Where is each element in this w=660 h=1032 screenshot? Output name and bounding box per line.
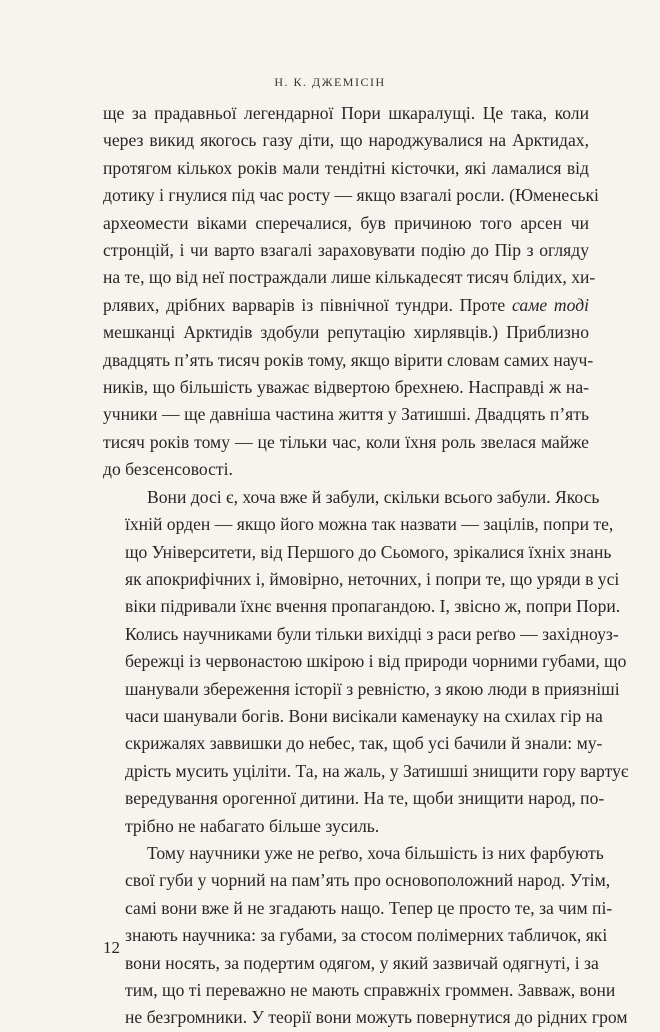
text-line: їхній орден — якщо його можна так назвати — зацілів, попри те, [125,514,614,535]
text-line: дотику і гнулися під час росту — якщо взагалі росли. (Юменеські [103,185,599,206]
text-line: знають научника: за губами, за стосом полімерних табличок, які [125,925,608,946]
text-line: трібно не набагато більше зусиль. [125,815,380,836]
text-line: часи шанували богів. Вони висікали каменауку на схилах гір на [125,705,603,726]
italic-phrase: саме тоді [511,294,589,315]
text-line: самі вони вже й не згадають нащо. Тепер це просто те, за чим пі- [125,897,613,918]
running-head: Н. К. ДЖЕМІСІН [274,75,386,89]
text-line: свої губи у чорний на пам’ять про основоположний народ. Утім, [125,870,611,891]
paragraph [103,484,629,840]
text-line: археомести віками сперечалися, був причиною того арсен чи [103,212,589,233]
text-line: вони носять, за подертим одягом, у який зазвичай одягнуті, і за [125,952,599,973]
text-line: як апокрифічних і, ймовірно, неточних, і попри те, що уряди в усі [125,568,620,589]
text-line: через викид якогось газу діти, що народжувалися на Арктидах, [103,130,589,151]
text-line: стронцій, і чи варто взагалі зараховувати подію до Пір з огляду [103,240,589,261]
page-number: 12 [103,938,120,957]
text-line: мешканці Арктидів здобули репутацію хирлявців.) Приблизно [103,322,589,343]
text-line: не безгромники. У теорії вони можуть повернутися до рідних гром [125,1007,628,1028]
paragraph [103,840,628,1032]
text-line: вередування орогенної дитини. На те, щоби знищити народ, по- [125,788,605,809]
text-line: Тому научники уже не реґво, хоча більшість із них фарбують [147,842,604,863]
text-line: шанували збереження історії з ревністю, з якою люди в приязніші [125,678,620,699]
text-fragment: рлявих, дрібних варварів із північної тундри. Проте [103,294,512,315]
text-line: тисяч років тому — це тільки час, коли їхня роль звелася майже [103,431,589,452]
text-line: двадцять п’ять тисяч років тому, якщо вірити словам самих науч- [103,349,594,370]
text-line-with-italic [103,292,589,319]
paragraph [103,100,599,484]
body-text [103,100,629,1032]
text-line: Вони досі є, хоча вже й забули, скільки всього забули. Якось [147,486,600,507]
text-line: віки підривали їхнє вчення пропагандою. І, звісно ж, попри Пори. [125,596,621,617]
text-line: протягом кількох років мали тендітні кісточки, які ламалися від [103,157,589,178]
text-line: скрижалях заввишки до небес, так, щоб усі бачили й знали: му- [125,733,603,754]
text-line: на те, що від неї постраждали лише кількадесят тисяч блідих, хи- [103,267,596,288]
text-line: ників, що більшість уважає відвертою брехнею. Насправді ж на- [103,377,589,398]
text-line: до безсенсовості. [103,459,233,480]
text-line: дрість мусить уціліти. Та, на жаль, у Затишші знищити гору вартує [125,760,629,781]
text-line: учники — ще давніша частина життя у Затишші. Двадцять п’ять [103,404,589,425]
text-line: ще за прадавньої легендарної Пори шкаралущі. Це така, коли [103,103,589,123]
text-line: бережці із червонастою шкірою і від природи чорними губами, що [125,651,627,672]
text-line: що Університети, від Першого до Сьомого, зрікалися їхніх знань [125,541,612,562]
text-line: Колись научниками були тільки вихідці з раси реґво — західноуз- [125,623,619,644]
text-line: тим, що ті переважно не мають справжніх громмен. Завваж, вони [125,980,616,1000]
